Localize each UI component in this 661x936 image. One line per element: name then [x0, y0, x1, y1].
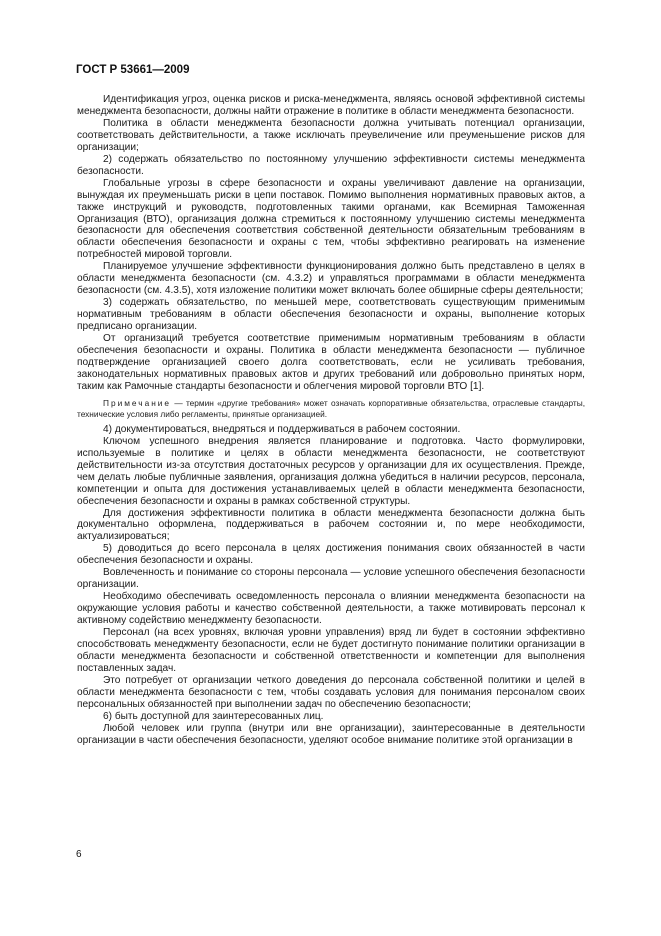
paragraph: 5) доводиться до всего персонала в целях достижения понимания своих обязанностей в части обеспечения безопасности и охраны.: [77, 543, 585, 567]
body-text: [77, 94, 585, 747]
standard-header: ГОСТ Р 53661—2009: [76, 64, 190, 76]
note-text: — термин «другие требования» может означать корпоративные обязательства, отраслевые стандарты, технические условия либо регламенты, принятые организацией.: [77, 397, 585, 419]
note: [77, 398, 585, 420]
note-label: Примечание: [103, 397, 172, 408]
paragraph: Идентификация угроз, оценка рисков и риска-менеджмента, являясь основой эффективной системы менеджмента безопасности, должны найти отражение в политике в области менеджмента безопасности.: [77, 94, 585, 117]
paragraph: 4) документироваться, внедряться и поддерживаться в рабочем состоянии.: [103, 423, 461, 435]
paragraph: Необходимо обеспечивать осведомленность персонала о влиянии менеджмента безопасности на окружающие условия работы и качество собственной деятельности, а также мотивировать персонал к активному содействию менеджменту безопасности.: [77, 591, 585, 627]
paragraph: От организаций требуется соответствие применимым нормативным требованиям в области обеспечения безопасности и охраны. Политика в области менеджмента безопасности — публичное подтверждение организацией своего долга соответствовать, если не усиливать требования, законодательных нормативных правовых актов и других требований или добровольно принятых норм, таким как Рамочные стандарты безопасности и облегчения мировой торговли ВТО [1].: [77, 333, 585, 392]
paragraph: Для достижения эффективности политика в области менеджмента безопасности должна быть документально оформлена, поддерживаться в рабочем состоянии и, по мере необходимости, актуализироваться;: [77, 507, 585, 543]
paragraph: Политика в области менеджмента безопасности должна учитывать потенциал организации, соответствовать действительности, а также исключать преувеличение или преуменьшение рисков для организации;: [77, 117, 585, 153]
paragraph: Глобальные угрозы в сфере безопасности и охраны увеличивают давление на организации, вынуждая их преуменьшать риски в цепи поставок. Помимо выполнения нормативных правовых актов, а также инструкций и руководств, подготовленных такими органами, как Всемирная Таможенная Организация (ВТО), организация должна стремиться к постоянному улучшению системы менеджмента безопасности для обеспечения соответствия собственной деятельности обязательным требованиям в области обеспечения безопасности и охраны с тем, чтобы эффективно реагировать на изменение потребностей мировой торговли.: [77, 177, 585, 261]
paragraph: 6) быть доступной для заинтересованных лиц.: [103, 710, 324, 722]
page-number: 6: [76, 849, 82, 860]
paragraph: 2) содержать обязательство по постоянному улучшению эффективности системы менеджмента безопасности.: [77, 153, 585, 177]
paragraph: Персонал (на всех уровнях, включая уровни управления) вряд ли будет в состоянии эффективно способствовать менеджменту безопасности, если не будет достигнуто понимание политики организации в области менеджмента безопасности и собственной ответственности и компетенции для выполнения поставленных задач.: [77, 627, 585, 674]
paragraph: Это потребует от организации четкого доведения до персонала собственной политики и целей в области менеджмента безопасности с тем, чтобы создавать условия для понимания персоналом своих персональных обязанностей при выполнении задач по обеспечению безопасности;: [77, 674, 585, 710]
paragraph: Вовлеченность и понимание со стороны персонала — условие успешного обеспечения безопасности организации.: [77, 567, 585, 591]
paragraph: Планируемое улучшение эффективности функционирования должно быть представлено в целях в области менеджмента безопасности (см. 4.3.2) и управляться программами в области менеджмента безопасности (см. 4.3.5), хотя изложение политики может включать более обширные сферы деятельности;: [77, 261, 585, 297]
paragraph: 3) содержать обязательство, по меньшей мере, соответствовать существующим применимым нормативным требованиям в области обеспечения безопасности и охраны, выполнение которых предписано организации.: [77, 297, 585, 333]
paragraph: Ключом успешного внедрения является планирование и подготовка. Часто формулировки, используемые в политике и целях в области менеджмента безопасности, не соответствуют действительности из-за отсутствия достаточных ресурсов у организации для их осуществления. Прежде, чем делать любые публичные заявления, организация должна убедиться в наличии ресурсов, персонала, компетенции и опыта для достижения устанавливаемых целей в области менеджмента безопасности, обеспечения безопасности и охраны в рамках собственной структуры.: [77, 435, 585, 507]
paragraph: Любой человек или группа (внутри или вне организации), заинтересованные в деятельности организации в части обеспечения безопасности, уделяют особое внимание политике этой организации в: [77, 722, 585, 746]
